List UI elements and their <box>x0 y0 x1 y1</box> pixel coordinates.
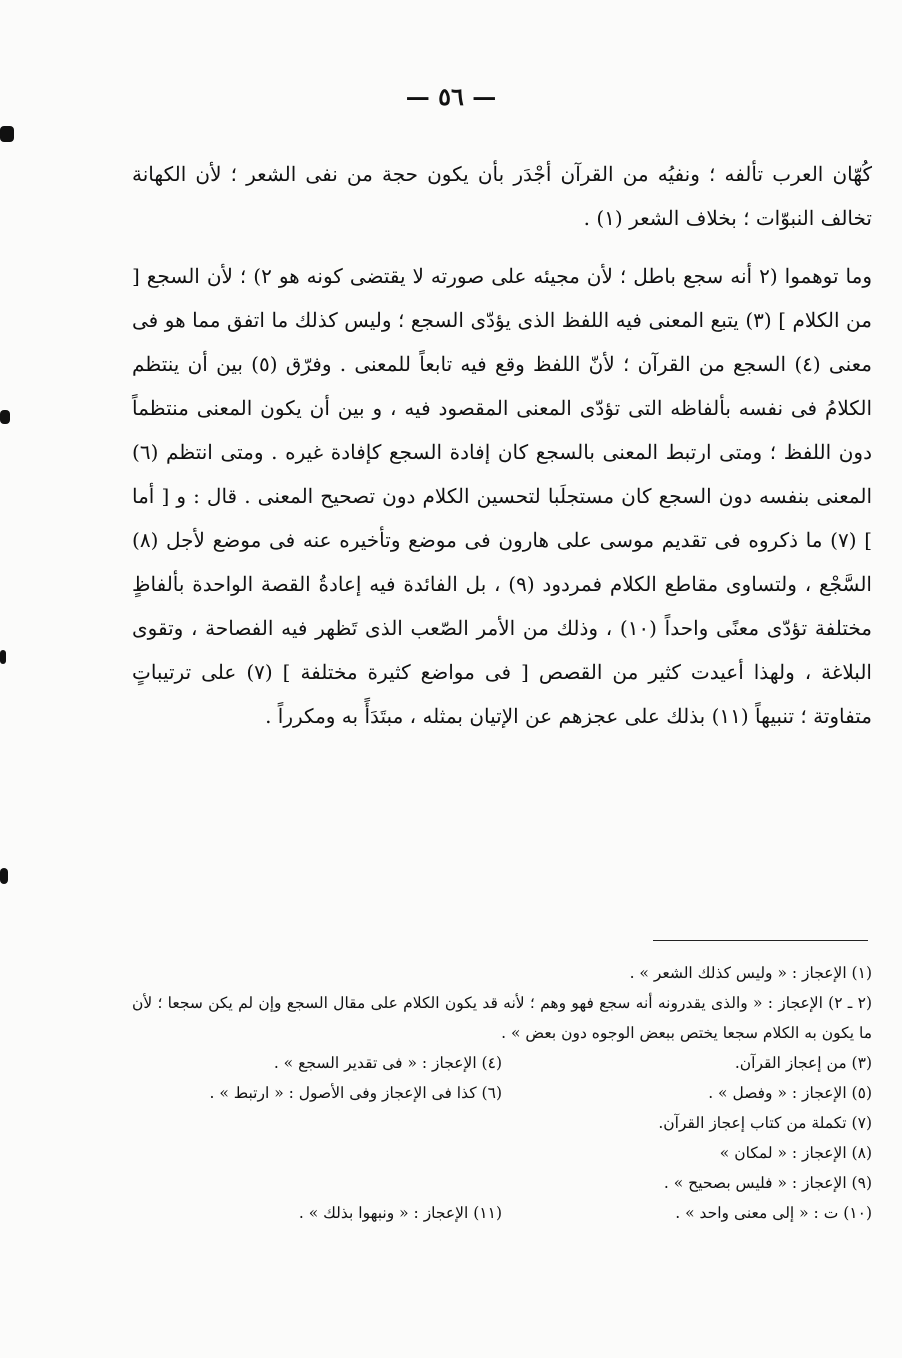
binding-mark-2 <box>0 410 10 424</box>
footnote-row-7 <box>132 1108 872 1138</box>
paragraph-1: كُهّان العرب تألفه ؛ ونفيُه من القرآن أجْدَر بأن يكون حجة من نفى الشعر ؛ لأن الكهانة تخالف النبوّات ؛ بخلاف الشعر (١) . <box>132 162 872 230</box>
footnote-10: (١٠) ت : « إلى معنى واحد » . <box>675 1204 872 1222</box>
footnote-row-5 <box>132 1078 872 1108</box>
main-text <box>132 152 872 738</box>
footnote-3: (٣) من إعجاز القرآن. <box>734 1054 872 1072</box>
binding-mark-3 <box>0 650 6 664</box>
footnote-row-9 <box>132 1168 872 1198</box>
footnote-4: (٤) الإعجاز : « فى تقدير السجع » . <box>273 1054 502 1072</box>
binding-mark-4 <box>0 868 8 884</box>
page-number: — ٥٦ — <box>405 82 497 111</box>
footnote-row-3 <box>132 1048 872 1078</box>
footnote-6: (٦) كذا فى الإعجاز وفى الأصول : « ارتبط » . <box>209 1084 502 1102</box>
binding-mark-1 <box>0 126 14 142</box>
footnote-row-8 <box>132 1138 872 1168</box>
footnote-9: (٩) الإعجاز : « فليس بصحيح » . <box>663 1174 872 1192</box>
footnote-1: (١) الإعجاز : « وليس كذلك الشعر » . <box>629 964 872 982</box>
footnote-row-10 <box>132 1198 872 1228</box>
footnote-8: (٨) الإعجاز : « لمكان » <box>719 1144 872 1162</box>
footnote-5: (٥) الإعجاز : « وفصل » . <box>708 1084 872 1102</box>
paragraph-2: وما توهموا (٢ أنه سجع باطل ؛ لأن مجيئه على صورته لا يقتضى كونه هو ٢) ؛ لأن السجع [ من الكلام ] (٣) يتبع المعنى فيه اللفظ الذى يؤدّى السجع ؛ وليس كذلك ما اتفق مما هو فى معنى (٤) السجع من القرآن ؛ لأنّ اللفظ وقع فيه تابعاً للمعنى . وفرّق (٥) بين أن ينتظم الكلامُ فى نفسه بألفاظه التى تؤدّى المعنى المقصود فيه ، و بين أن يكون المعنى منتظماً دون اللفظ ؛ ومتى ارتبط المعنى بالسجع كان إفادة السجع كإفادة غيره . ومتى انتظم (٦) المعنى بنفسه دون السجع كان مستجلَبا لتحسين الكلام دون تصحيح المعنى . قال : و [ أما ] (٧) ما ذكروه فى تقديم موسى على هارون فى موضع وتأخيره عنه فى موضع لأجل (٨) السَّجْع ، ولتساوى مقاطع الكلام فمردود (٩) ، بل الفائدة فيه إعادةُ القصة الواحدة بألفاظٍ مختلفة تؤدّى معنًى واحداً (١٠) ، وذلك من الأمر الصّعب الذى تَظهر فيه الفصاحة ، وتقوى البلاغة ، ولهذا أعيدت كثير من القصص [ فى مواضع كثيرة مختلفة ] (٧) على ترتيباتٍ متفاوتة ؛ تنبيهاً (١١) بذلك على عجزهم عن الإتيان بمثله ، مبتَدَأً به ومكرراً . <box>132 264 872 728</box>
footnote-row-1 <box>132 958 872 988</box>
footnote-11: (١١) الإعجاز : « ونبهوا بذلك » . <box>298 1204 502 1222</box>
footnotes <box>132 958 872 1228</box>
footnote-2: (٢ ـ ٢) الإعجاز : « والذى يقدرونه أنه سجع فهو وهم ؛ لأنه قد يكون الكلام على مقال السجع وإن لم يكن سجعا ؛ لأن ما يكون به الكلام سجعا يختص ببعض الوجوه دون بعض » . <box>132 994 872 1042</box>
footnote-7: (٧) تكملة من كتاب إعجاز القرآن. <box>658 1114 872 1132</box>
footnote-separator <box>653 940 868 941</box>
